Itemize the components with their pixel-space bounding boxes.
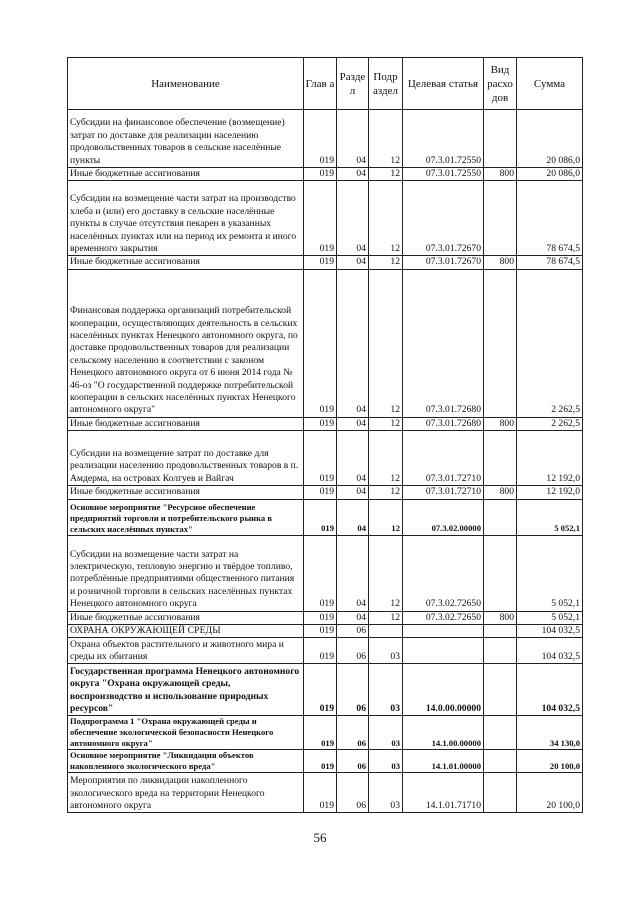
row-sum: 5 052,1 (517, 611, 583, 624)
row-subsection: 12 (369, 431, 403, 486)
header-target: Целевая статья (403, 58, 484, 110)
table-row (68, 181, 583, 256)
header-subsection: Подр аздел (369, 58, 403, 110)
row-kind: 800 (484, 611, 517, 624)
row-subsection: 12 (369, 110, 403, 168)
row-subsection: 03 (369, 750, 403, 773)
row-section: 06 (337, 625, 369, 638)
row-target: 14.1.01.00000 (403, 750, 484, 773)
row-sum: 104 032,5 (517, 664, 583, 716)
row-kind (484, 499, 517, 535)
row-sum: 12 192,0 (517, 431, 583, 486)
row-subsection: 12 (369, 611, 403, 624)
table-row (68, 168, 583, 181)
row-kind: 800 (484, 256, 517, 269)
table-row (68, 256, 583, 269)
row-kind (484, 431, 517, 486)
row-section: 04 (337, 431, 369, 486)
row-target: 07.3.01.72710 (403, 486, 484, 499)
row-kind (484, 269, 517, 417)
row-target: 07.3.01.72670 (403, 256, 484, 269)
row-subsection: 12 (369, 256, 403, 269)
row-section: 04 (337, 486, 369, 499)
row-kind (484, 664, 517, 716)
row-subsection: 03 (369, 716, 403, 750)
row-subsection: 12 (369, 181, 403, 256)
row-sum: 5 052,1 (517, 535, 583, 611)
row-target: 07.3.02.72650 (403, 535, 484, 611)
row-chapter: 019 (304, 611, 337, 624)
row-target (403, 638, 484, 664)
row-section: 04 (337, 269, 369, 417)
row-name: Финансовая поддержка организаций потребительской кооперации, осуществляющих деятельность в сельских населённых пунктах Ненецкого автономного округа, по доставке продовольственных товаров для реализации сельскому населению в соответствии с законом Ненецкого автономного округа от 6 июня 2014 года № 46-оз "О государственной поддержке потребительской кооперации в сельских населённых пунктах Ненецкого автономного округа" (68, 269, 304, 417)
row-subsection: 12 (369, 486, 403, 499)
row-section: 04 (337, 499, 369, 535)
row-chapter: 019 (304, 269, 337, 417)
row-sum: 5 052,1 (517, 499, 583, 535)
row-chapter: 019 (304, 638, 337, 664)
row-target: 14.0.00.00000 (403, 664, 484, 716)
row-sum: 104 032,5 (517, 638, 583, 664)
row-sum: 78 674,5 (517, 181, 583, 256)
row-sum: 20 086,0 (517, 110, 583, 168)
row-section: 04 (337, 535, 369, 611)
row-chapter: 019 (304, 256, 337, 269)
row-subsection: 03 (369, 664, 403, 716)
table-row (68, 664, 583, 716)
table-row (68, 417, 583, 430)
row-name: Субсидии на финансовое обеспечение (возмещение) затрат по доставке для реализации населению продовольственных товаров в сельские населённые пункты (68, 110, 304, 168)
row-kind: 800 (484, 486, 517, 499)
table-row (68, 611, 583, 624)
table-header-row (68, 58, 583, 110)
row-chapter: 019 (304, 417, 337, 430)
row-sum: 20 100,0 (517, 773, 583, 813)
row-chapter: 019 (304, 499, 337, 535)
row-subsection: 12 (369, 417, 403, 430)
row-name: Государственная программа Ненецкого автономного округа "Охрана окружающей среды, воспроизводство и использование природных ресурсов" (68, 664, 304, 716)
row-section: 04 (337, 181, 369, 256)
row-name: Иные бюджетные ассигнования (68, 168, 304, 181)
row-section: 06 (337, 638, 369, 664)
row-kind (484, 625, 517, 638)
row-name: Охрана объектов растительного и животного мира и среды их обитания (68, 638, 304, 664)
page-number: 56 (313, 830, 327, 845)
row-name: Иные бюджетные ассигнования (68, 611, 304, 624)
row-target: 07.3.01.72680 (403, 417, 484, 430)
row-kind (484, 750, 517, 773)
row-subsection: 03 (369, 638, 403, 664)
row-section: 06 (337, 716, 369, 750)
row-subsection: 12 (369, 269, 403, 417)
row-target: 07.3.01.72550 (403, 110, 484, 168)
row-name: Иные бюджетные ассигнования (68, 417, 304, 430)
header-kind: Вид расхо дов (484, 58, 517, 110)
header-section: Разде л (337, 58, 369, 110)
table-row (68, 110, 583, 168)
table-row (68, 431, 583, 486)
row-name: Субсидии на возмещение затрат по доставке для реализации населению продовольственных товаров в п. Амдерма, на островах Колгуев и Вайгач (68, 431, 304, 486)
row-chapter: 019 (304, 750, 337, 773)
row-section: 04 (337, 417, 369, 430)
header-name: Наименование (68, 58, 304, 110)
row-name: Иные бюджетные ассигнования (68, 256, 304, 269)
row-sum: 34 130,0 (517, 716, 583, 750)
row-subsection: 12 (369, 499, 403, 535)
row-target: 07.3.01.72710 (403, 431, 484, 486)
row-subsection: 12 (369, 168, 403, 181)
row-section: 04 (337, 168, 369, 181)
row-target: 07.3.01.72680 (403, 269, 484, 417)
table-row (68, 716, 583, 750)
row-section: 06 (337, 773, 369, 813)
row-section: 06 (337, 664, 369, 716)
row-name: Иные бюджетные ассигнования (68, 486, 304, 499)
row-sum: 104 032,5 (517, 625, 583, 638)
table-row (68, 750, 583, 773)
table-row (68, 269, 583, 417)
row-kind: 800 (484, 417, 517, 430)
row-sum: 20 100,0 (517, 750, 583, 773)
row-target: 14.1.01.71710 (403, 773, 484, 813)
row-section: 04 (337, 110, 369, 168)
row-subsection (369, 625, 403, 638)
row-subsection: 12 (369, 535, 403, 611)
row-target: 07.3.02.00000 (403, 499, 484, 535)
row-section: 04 (337, 611, 369, 624)
row-target: 07.3.01.72670 (403, 181, 484, 256)
table-row (68, 499, 583, 535)
row-chapter: 019 (304, 431, 337, 486)
row-kind (484, 535, 517, 611)
row-name: Субсидии на возмещение части затрат на электрическую, тепловую энергию и твёрдое топливо, потреблённые предприятиями общественного питания и розничной торговли в сельских населённых пунктах Ненецкого автономного округа (68, 535, 304, 611)
row-target: 07.3.01.72550 (403, 168, 484, 181)
row-chapter: 019 (304, 181, 337, 256)
row-name: Основное мероприятие "Ликвидация объектов накопленного экологического вреда" (68, 750, 304, 773)
table-body (68, 110, 583, 813)
row-name: Подпрограмма 1 "Охрана окружающей среды и обеспечение экологической безопасности Ненецкого автономного округа" (68, 716, 304, 750)
row-target: 14.1.00.00000 (403, 716, 484, 750)
row-kind (484, 773, 517, 813)
row-name: Основное мероприятие "Ресурсное обеспечение предприятий торговли и потребительского рынка в сельских населённых пунктах" (68, 499, 304, 535)
row-chapter: 019 (304, 773, 337, 813)
row-subsection: 03 (369, 773, 403, 813)
row-chapter: 019 (304, 535, 337, 611)
row-chapter: 019 (304, 168, 337, 181)
row-chapter: 019 (304, 486, 337, 499)
row-kind (484, 716, 517, 750)
header-sum: Сумма (517, 58, 583, 110)
row-kind (484, 110, 517, 168)
row-sum: 78 674,5 (517, 256, 583, 269)
row-kind: 800 (484, 168, 517, 181)
row-name: Мероприятия по ликвидации накопленного экологического вреда на территории Ненецкого автономного округа (68, 773, 304, 813)
table-row (68, 625, 583, 638)
table-row (68, 638, 583, 664)
row-section: 06 (337, 750, 369, 773)
row-name: ОХРАНА ОКРУЖАЮЩЕЙ СРЕДЫ (68, 625, 304, 638)
row-sum: 12 192,0 (517, 486, 583, 499)
budget-table (67, 57, 583, 813)
row-name: Субсидии на возмещение части затрат на производство хлеба и (или) его доставку в сельские населённые пункты в случае отсутствия пекарен в указанных населённых пунктах или на период их ремонта и иного временного закрытия (68, 181, 304, 256)
header-chapter: Глав а (304, 58, 337, 110)
row-sum: 20 086,0 (517, 168, 583, 181)
row-kind (484, 638, 517, 664)
row-chapter: 019 (304, 625, 337, 638)
row-chapter: 019 (304, 716, 337, 750)
row-target: 07.3.02.72650 (403, 611, 484, 624)
row-sum: 2 262,5 (517, 269, 583, 417)
table-row (68, 773, 583, 813)
row-section: 04 (337, 256, 369, 269)
table-row (68, 486, 583, 499)
row-sum: 2 262,5 (517, 417, 583, 430)
row-chapter: 019 (304, 110, 337, 168)
row-target (403, 625, 484, 638)
row-kind (484, 181, 517, 256)
table-row (68, 535, 583, 611)
row-chapter: 019 (304, 664, 337, 716)
